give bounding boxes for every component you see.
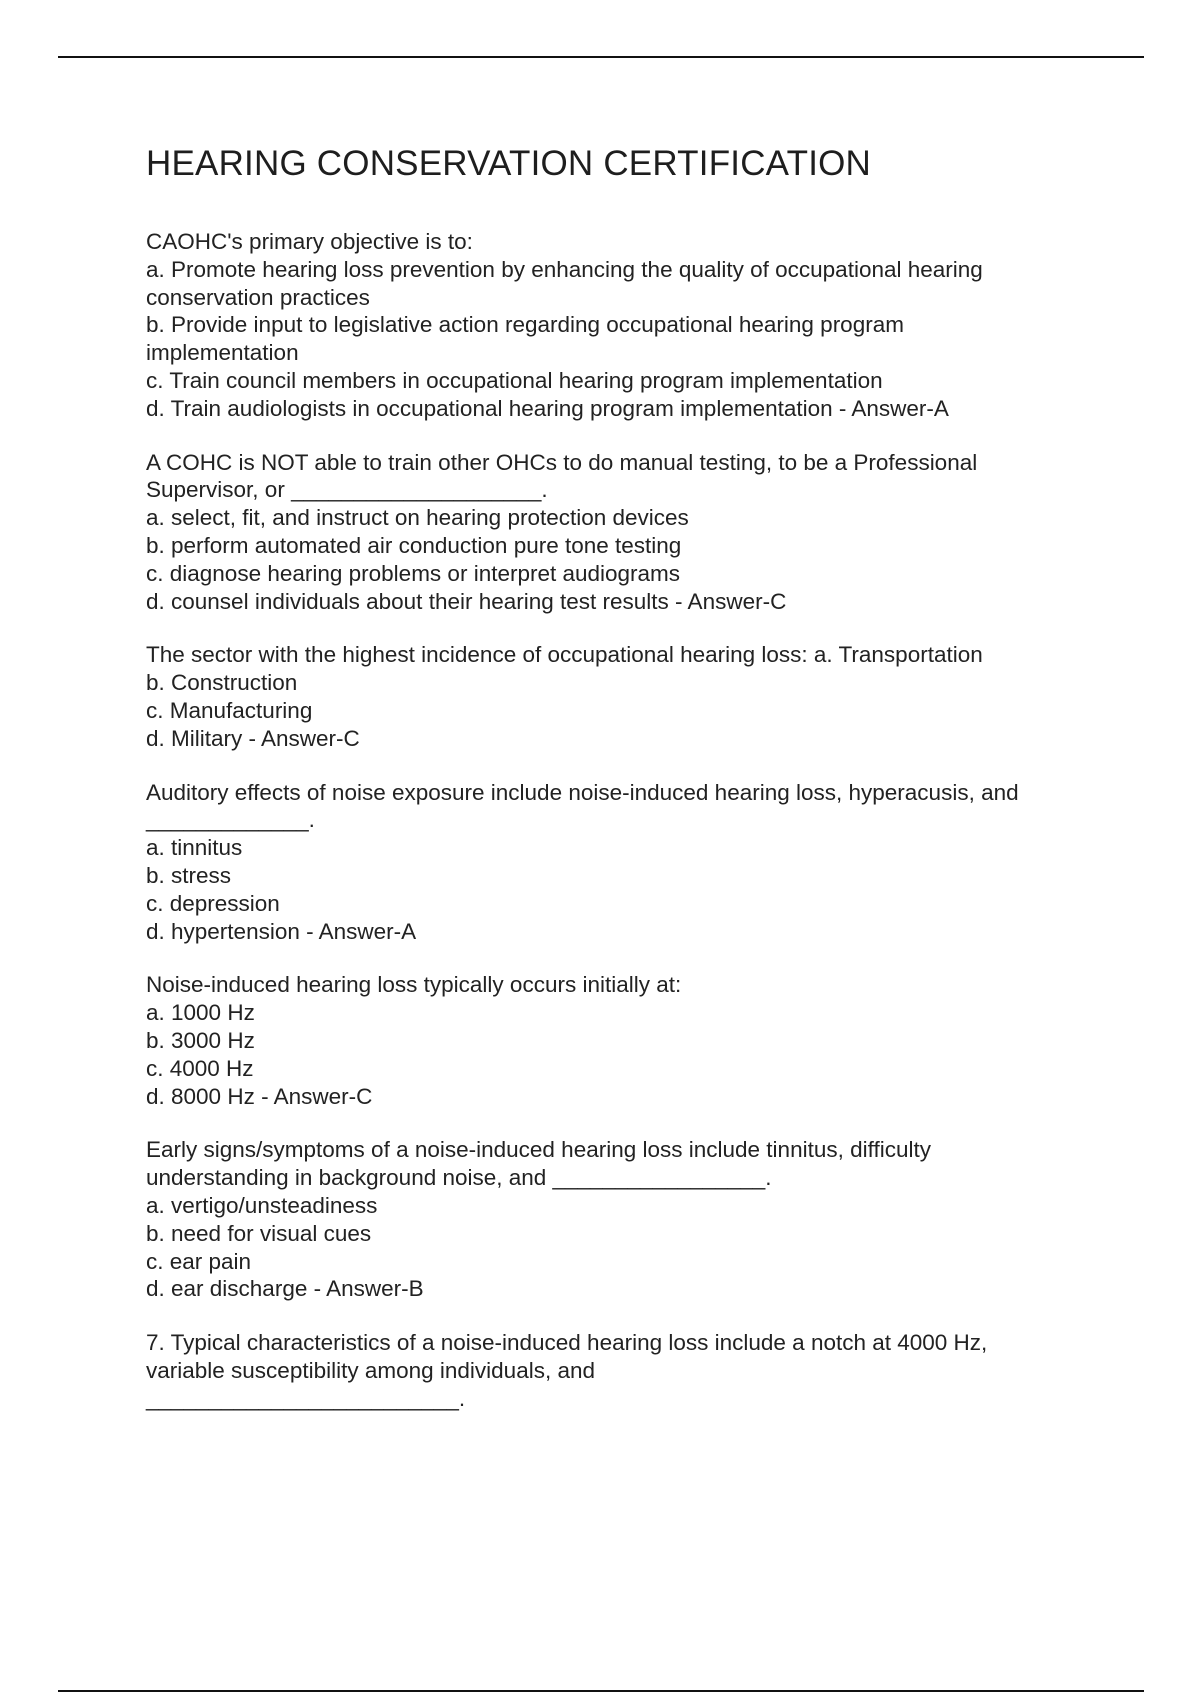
question-2-option-a: a. select, fit, and instruct on hearing protection devices (146, 505, 689, 531)
question-block-1 (146, 228, 1106, 423)
question-2-text-cont: Supervisor, or ____________________. (146, 477, 548, 503)
question-3-option-d-answer: d. Military - Answer-C (146, 725, 360, 751)
question-5-option-d-answer: d. 8000 Hz - Answer-C (146, 1083, 373, 1109)
question-1-text: CAOHC's primary objective is to: (146, 229, 473, 254)
question-6-option-d-answer: d. ear discharge - Answer-B (146, 1276, 424, 1302)
question-list (146, 228, 1106, 1438)
question-block-6 (146, 1136, 1106, 1303)
question-4-option-c: c. depression (146, 890, 280, 916)
question-4-option-d-answer: d. hypertension - Answer-A (146, 918, 417, 944)
question-5-option-c: c. 4000 Hz (146, 1055, 254, 1081)
question-7-text: 7. Typical characteristics of a noise-induced hearing loss include a notch at 4000 Hz, (146, 1330, 988, 1356)
question-6-option-c: c. ear pain (146, 1248, 252, 1274)
question-1-option-b-cont: implementation (146, 340, 299, 366)
question-2-option-c: c. diagnose hearing problems or interpret audiograms (146, 560, 681, 586)
question-6-option-a: a. vertigo/unsteadiness (146, 1192, 378, 1218)
page-title: HEARING CONSERVATION CERTIFICATION (146, 144, 872, 183)
top-divider (58, 56, 1144, 58)
question-1-option-d-answer: d. Train audiologists in occupational hearing program implementation - Answer-A (146, 395, 949, 421)
question-7-blank: _________________________. (146, 1385, 466, 1411)
question-2-text: A COHC is NOT able to train other OHCs to do manual testing, to be a Professional (146, 449, 978, 475)
question-block-7 (146, 1329, 1106, 1412)
question-4-option-a: a. tinnitus (146, 835, 243, 861)
question-5-text: Noise-induced hearing loss typically occurs initially at: (146, 972, 682, 998)
question-2-option-b: b. perform automated air conduction pure tone testing (146, 532, 682, 558)
question-1-option-a-cont: conservation practices (146, 284, 370, 310)
question-4-text-cont: _____________. (146, 807, 315, 833)
bottom-divider (58, 1690, 1144, 1692)
question-7-text-cont: variable susceptibility among individuals, and (146, 1357, 596, 1383)
question-block-4 (146, 779, 1106, 946)
question-6-text: Early signs/symptoms of a noise-induced hearing loss include tinnitus, difficulty (146, 1137, 931, 1163)
question-1-option-c: c. Train council members in occupational hearing program implementation (146, 367, 883, 393)
question-block-2 (146, 449, 1106, 616)
question-3-text: The sector with the highest incidence of occupational hearing loss: a. Transportation (146, 642, 983, 668)
question-3-option-c: c. Manufacturing (146, 697, 313, 723)
question-6-option-b: b. need for visual cues (146, 1220, 372, 1246)
question-block-5 (146, 971, 1106, 1110)
question-5-option-a: a. 1000 Hz (146, 1000, 255, 1026)
question-5-option-b: b. 3000 Hz (146, 1027, 255, 1053)
question-1-option-a: a. Promote hearing loss prevention by enhancing the quality of occupational hearing (146, 256, 983, 282)
question-6-text-cont: understanding in background noise, and _________________. (146, 1165, 772, 1191)
question-2-option-d-answer: d. counsel individuals about their hearing test results - Answer-C (146, 588, 787, 614)
question-4-option-b: b. stress (146, 862, 232, 888)
question-block-3 (146, 641, 1106, 752)
question-1-option-b: b. Provide input to legislative action regarding occupational hearing program (146, 312, 904, 338)
question-3-option-b: b. Construction (146, 670, 298, 696)
question-4-text: Auditory effects of noise exposure include noise-induced hearing loss, hyperacusis, and (146, 779, 1019, 805)
